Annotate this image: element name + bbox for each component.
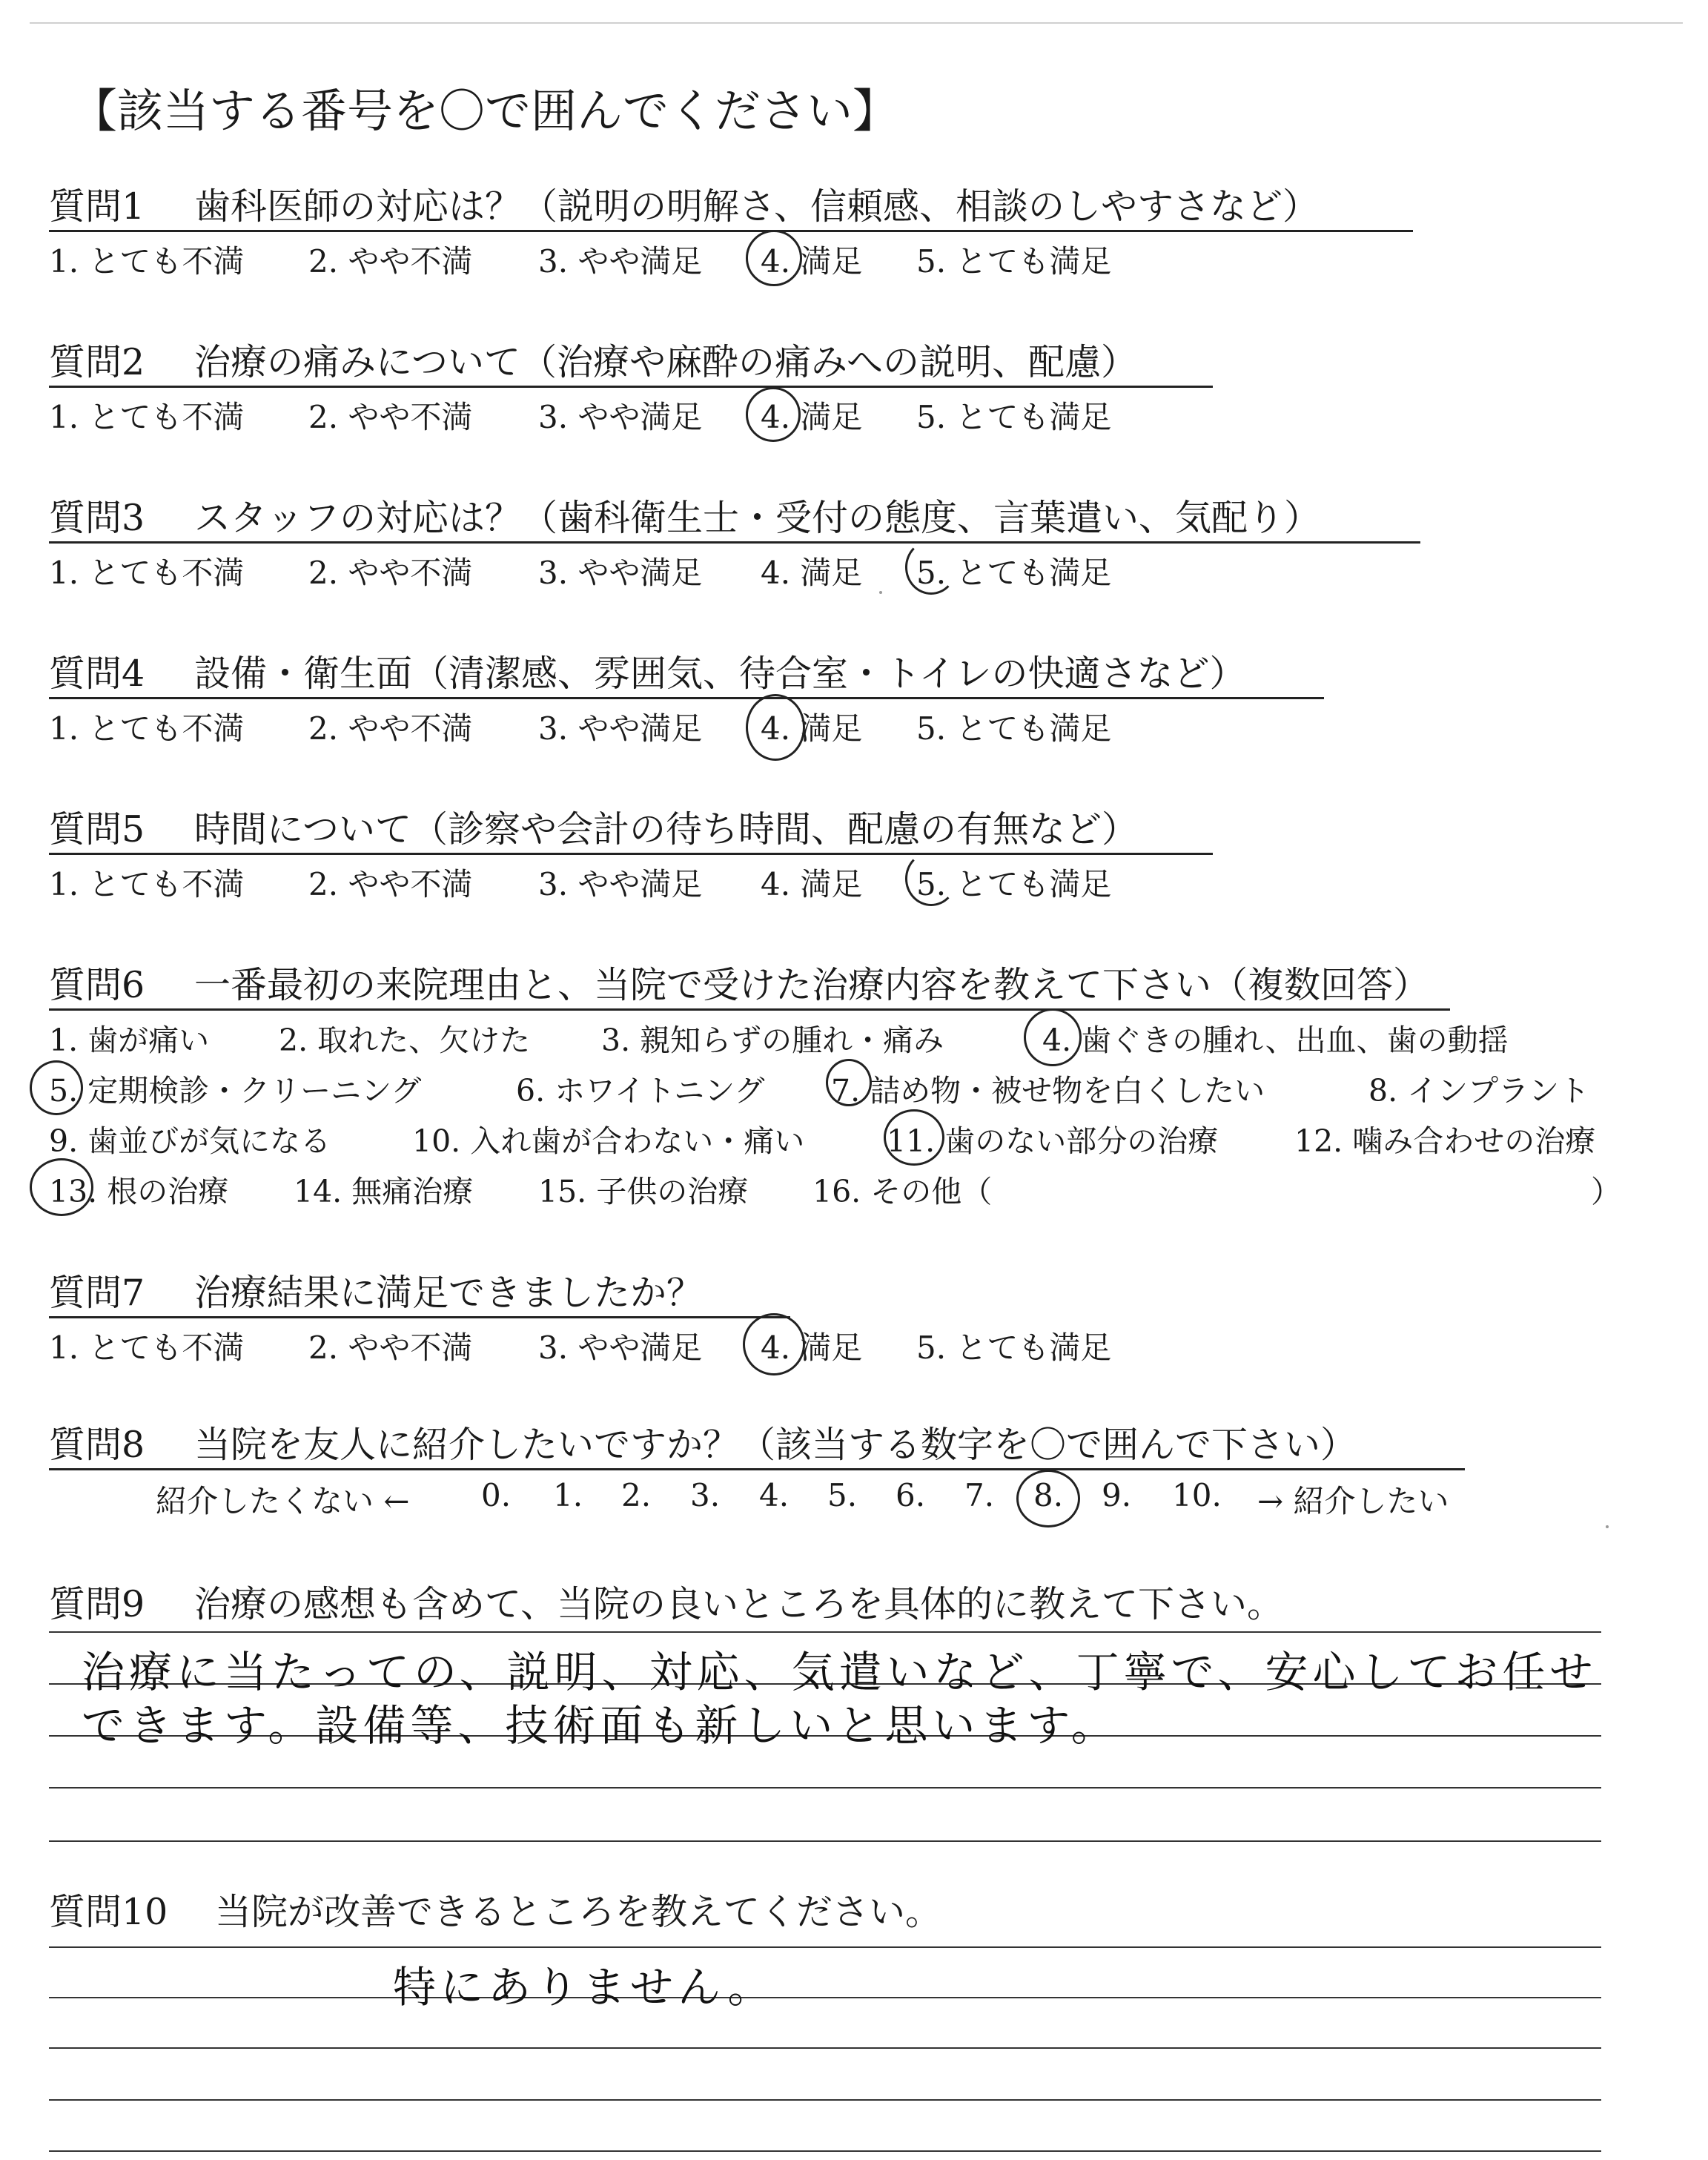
selection-circle xyxy=(746,387,801,442)
question-3 xyxy=(49,489,1606,638)
scale-5[interactable]: 5. xyxy=(827,1477,858,1513)
answer-line xyxy=(49,2099,1601,2101)
option-5[interactable]: 5. とても満足 xyxy=(916,866,1112,902)
question-text: 時間について（診察や会計の待ち時間、配慮の有無など） xyxy=(194,808,1139,851)
question-number: 質問7 xyxy=(49,1272,145,1314)
question-number: 質問5 xyxy=(49,808,145,851)
question-text: 歯科医師の対応は？（説明の明解さ、信頼感、相談のしやすさなど） xyxy=(194,185,1320,228)
question-underline xyxy=(49,853,1213,855)
scale-10[interactable]: 10. xyxy=(1172,1477,1222,1513)
option-4[interactable]: 4. 満足 xyxy=(761,866,863,902)
question-number: 質問8 xyxy=(49,1424,145,1466)
question-number: 質問9 xyxy=(49,1583,145,1625)
option-4[interactable]: 4. 満足 xyxy=(761,555,863,591)
question-underline xyxy=(49,386,1213,388)
scale-right-label: → 紹介したい xyxy=(1257,1483,1449,1519)
option-2[interactable]: 2. やや不満 xyxy=(308,555,473,591)
question-text: 治療の感想も含めて、当院の良いところを具体的に教えて下さい。 xyxy=(194,1583,1284,1625)
question-7 xyxy=(49,1264,1606,1413)
answer-line xyxy=(49,1997,1601,1998)
selection-circle xyxy=(743,1313,805,1375)
selection-circle xyxy=(30,1060,83,1115)
option-1[interactable]: 1. とても不満 xyxy=(49,243,245,280)
selection-circle xyxy=(1024,1008,1082,1066)
handwritten-answer: 治療に当たっての、説明、対応、気遣いなど、丁寧で、安心してお任せ xyxy=(82,1647,1598,1697)
question-number: 質問2 xyxy=(49,341,145,383)
question-underline xyxy=(49,230,1413,232)
question-6 xyxy=(49,957,1665,1223)
option-5[interactable]: 5. とても満足 xyxy=(916,555,1112,591)
option-6[interactable]: 6. ホワイトニング xyxy=(516,1073,765,1109)
option-10[interactable]: 10. 入れ歯が合わない・痛い xyxy=(412,1123,805,1159)
option-2[interactable]: 2. やや不満 xyxy=(308,399,473,435)
handwritten-answer: 特にありません。 xyxy=(393,1962,775,2012)
question-underline xyxy=(49,1008,1450,1011)
option-1[interactable]: 1. 歯が痛い xyxy=(49,1023,210,1058)
scan-speck xyxy=(1606,1525,1609,1528)
option-4[interactable]: 4. 歯ぐきの腫れ、出血、歯の動揺 xyxy=(1042,1023,1509,1058)
option-3[interactable]: 3. 親知らずの腫れ・痛み xyxy=(601,1023,944,1058)
scale-8[interactable]: 8. xyxy=(1033,1477,1064,1513)
option-11[interactable]: 11. 歯のない部分の治療 xyxy=(887,1123,1219,1159)
option-2[interactable]: 2. やや不満 xyxy=(308,710,473,747)
question-1 xyxy=(49,178,1606,326)
selection-circle xyxy=(884,1109,944,1166)
question-number: 質問6 xyxy=(49,964,145,1006)
form-title: 【該当する番号を〇で囲んでください】 xyxy=(71,84,899,138)
question-text: スタッフの対応は？（歯科衛生士・受付の態度、言葉遣い、気配り） xyxy=(194,497,1321,539)
scale-0[interactable]: 0. xyxy=(481,1477,512,1513)
option-3[interactable]: 3. やや満足 xyxy=(538,1330,703,1366)
selection-circle xyxy=(746,230,802,286)
scale-6[interactable]: 6. xyxy=(896,1477,926,1513)
question-number: 質問10 xyxy=(49,1891,168,1933)
option-9[interactable]: 9. 歯並びが気になる xyxy=(49,1123,331,1159)
top-rule xyxy=(30,22,1683,24)
question-text: 当院を友人に紹介したいですか？（該当する数字を〇で囲んで下さい） xyxy=(194,1424,1357,1466)
option-5[interactable]: 5. 定期検診・クリーニング xyxy=(49,1073,422,1109)
option-15[interactable]: 15. 子供の治療 xyxy=(538,1174,749,1209)
selection-circle xyxy=(905,851,957,906)
option-7[interactable]: 7. 詰め物・被せ物を白くしたい xyxy=(831,1073,1265,1109)
option-4[interactable]: 4. 満足 xyxy=(761,243,863,280)
scale-9[interactable]: 9. xyxy=(1102,1477,1132,1513)
question-number: 質問1 xyxy=(49,185,145,228)
option-16[interactable]: 16. その他（ xyxy=(812,1174,993,1209)
question-number: 質問3 xyxy=(49,497,145,539)
question-8 xyxy=(49,1416,1606,1550)
question-text: 治療の痛みについて（治療や麻酔の痛みへの説明、配慮） xyxy=(194,341,1138,383)
option-5[interactable]: 5. とても満足 xyxy=(916,710,1112,747)
question-10 xyxy=(49,1883,1606,1950)
scan-speck xyxy=(879,591,882,594)
option-5[interactable]: 5. とても満足 xyxy=(916,1330,1112,1366)
handwritten-answer: できます。設備等、技術面も新しいと思います。 xyxy=(82,1700,1119,1751)
option-1[interactable]: 1. とても不満 xyxy=(49,399,245,435)
option-2[interactable]: 2. やや不満 xyxy=(308,1330,473,1366)
question-5 xyxy=(49,801,1606,949)
question-text: 一番最初の来院理由と、当院で受けた治療内容を教えて下さい（複数回答） xyxy=(194,964,1430,1006)
scale-2[interactable]: 2. xyxy=(621,1477,652,1513)
question-underline xyxy=(49,1316,790,1318)
option-12[interactable]: 12. 噛み合わせの治療 xyxy=(1294,1123,1596,1159)
selection-circle xyxy=(746,694,805,761)
question-underline xyxy=(49,541,1420,544)
answer-line xyxy=(49,1787,1601,1789)
selection-circle xyxy=(826,1059,872,1106)
scale-3[interactable]: 3. xyxy=(690,1477,721,1513)
question-underline xyxy=(49,697,1324,699)
option-4[interactable]: 4. 満足 xyxy=(761,710,863,747)
other-close-paren: ） xyxy=(1591,1174,1621,1209)
option-2[interactable]: 2. やや不満 xyxy=(308,866,473,902)
option-3[interactable]: 3. やや満足 xyxy=(538,710,703,747)
answer-line xyxy=(49,1631,1601,1633)
scale-1[interactable]: 1. xyxy=(553,1477,583,1513)
scale-left-label: 紹介したくない ← xyxy=(156,1483,410,1519)
option-14[interactable]: 14. 無痛治療 xyxy=(294,1174,474,1209)
selection-circle xyxy=(30,1158,93,1216)
answer-line xyxy=(49,1946,1601,1948)
option-1[interactable]: 1. とても不満 xyxy=(49,555,245,591)
answer-line xyxy=(49,1840,1601,1842)
answer-line xyxy=(49,2150,1601,2152)
option-2[interactable]: 2. やや不満 xyxy=(308,243,473,280)
question-underline xyxy=(49,1468,1465,1470)
option-2[interactable]: 2. 取れた、欠けた xyxy=(279,1023,531,1058)
option-1[interactable]: 1. とても不満 xyxy=(49,1330,245,1366)
scale-7[interactable]: 7. xyxy=(964,1477,995,1513)
option-3[interactable]: 3. やや満足 xyxy=(538,866,703,902)
question-4 xyxy=(49,645,1606,793)
scale-4[interactable]: 4. xyxy=(759,1477,790,1513)
option-8[interactable]: 8. インプラント xyxy=(1368,1073,1590,1109)
question-number: 質問4 xyxy=(49,653,145,695)
question-text: 治療結果に満足できましたか？ xyxy=(194,1272,704,1314)
options-row xyxy=(49,1167,1621,1212)
option-3[interactable]: 3. やや満足 xyxy=(538,243,703,280)
answer-line xyxy=(49,2047,1601,2049)
option-5[interactable]: 5. とても満足 xyxy=(916,243,1112,280)
option-5[interactable]: 5. とても満足 xyxy=(916,399,1112,435)
option-1[interactable]: 1. とても不満 xyxy=(49,866,245,902)
selection-circle xyxy=(905,540,957,595)
option-3[interactable]: 3. やや満足 xyxy=(538,555,703,591)
option-4[interactable]: 4. 満足 xyxy=(761,1330,863,1366)
selection-circle xyxy=(1016,1470,1080,1527)
question-text: 設備・衛生面（清潔感、雰囲気、待合室・トイレの快適さなど） xyxy=(194,653,1246,695)
question-2 xyxy=(49,334,1606,482)
option-1[interactable]: 1. とても不満 xyxy=(49,710,245,747)
option-13[interactable]: 13. 根の治療 xyxy=(49,1174,229,1209)
option-4[interactable]: 4. 満足 xyxy=(761,399,863,435)
question-text: 当院が改善できるところを教えてください。 xyxy=(215,1891,942,1933)
option-3[interactable]: 3. やや満足 xyxy=(538,399,703,435)
